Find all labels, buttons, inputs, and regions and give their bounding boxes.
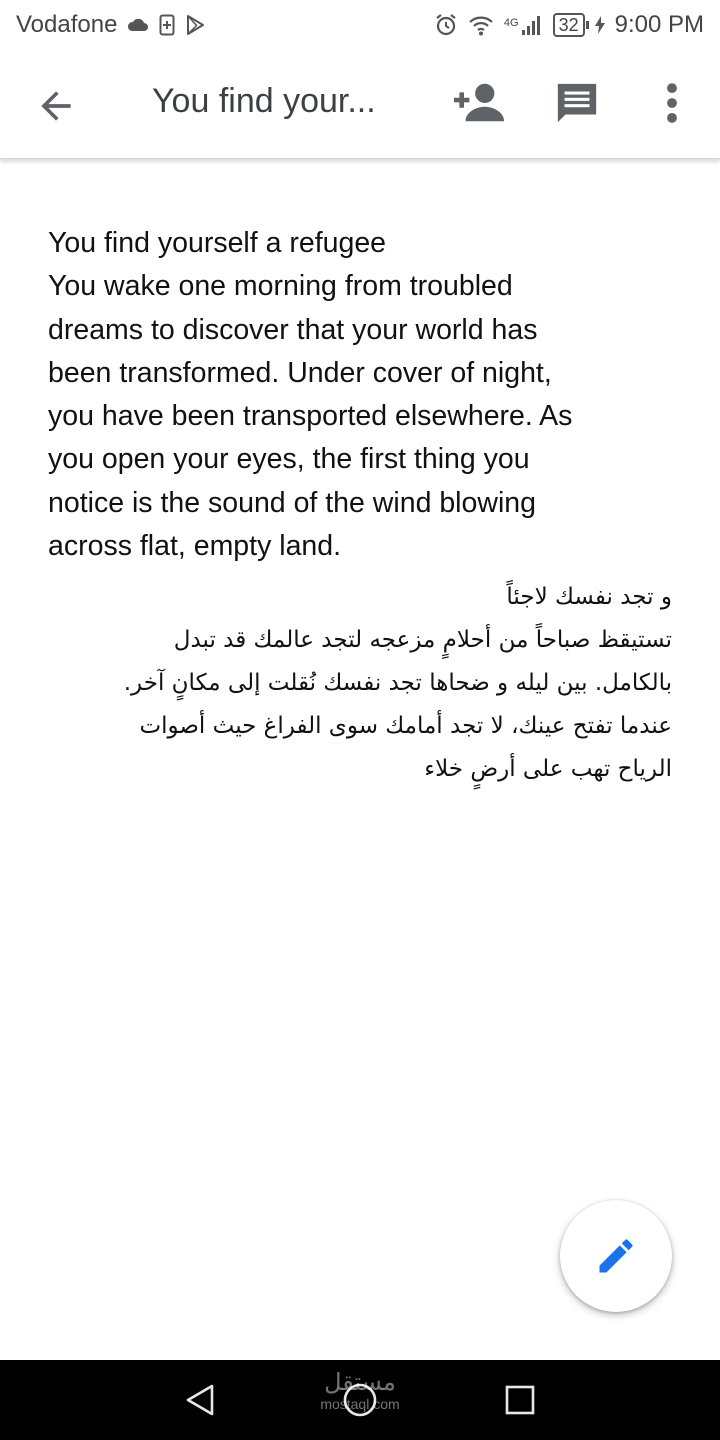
comments-button[interactable] [554,80,600,126]
english-paragraph: You find yourself a refugee You wake one morning from troubled dreams to discover that your world has been transformed. Under cover of night, you have been transported elsewhere. As you open your eyes, the first thing you notice is the sound of the wind blowing across flat, empty land. [48,227,573,563]
signal-icon [521,14,543,36]
sim-card-icon [159,14,175,36]
carrier-label: Vodafone [16,11,118,38]
more-options-button[interactable] [660,82,684,124]
more-vert-icon [660,82,684,124]
comment-icon [554,80,600,126]
watermark-latin: mostaql.com [320,1396,400,1412]
battery-icon [553,13,585,37]
back-button[interactable] [34,84,78,128]
nav-back-button[interactable] [182,1382,218,1418]
edit-fab-button[interactable] [560,1200,672,1312]
status-left [16,11,205,39]
status-right [434,11,704,39]
person-add-icon [454,80,504,124]
nav-recents-button[interactable] [504,1384,536,1416]
arabic-paragraph: و تجد نفسك لاجئاً تستيقظ صباحاً من أحلامٍ مزعجه لتجد عالمك قد تبدل بالكامل. بين ليله و ضحاها تجد نفسك نُقلت إلى مكانٍ آخر. عندما تفتح عينك، لا تجد أمامك سوى الفراغ حيث أصوات الرياح تهب على أرضٍ خلاء [123,584,672,783]
battery-level: 32 [558,15,579,35]
watermark-arabic: مستقل [324,1368,396,1396]
alarm-icon [434,13,458,37]
square-recents-icon [504,1384,536,1416]
network-type-label: 4G [503,17,519,29]
system-nav-bar [0,1360,720,1440]
cloud-icon [127,18,149,32]
app-bar [0,50,720,159]
clock-time: 9:00 PM [614,11,704,38]
wifi-icon [468,14,494,36]
triangle-back-icon [182,1382,218,1418]
pencil-icon [594,1234,638,1278]
watermark [300,1368,420,1412]
charging-icon [595,16,605,34]
arrow-back-icon [34,84,78,128]
status-bar [0,0,720,50]
document-title: You find your... [152,82,376,120]
share-button[interactable] [454,80,504,124]
play-store-icon [185,14,205,36]
document-body [48,222,678,791]
